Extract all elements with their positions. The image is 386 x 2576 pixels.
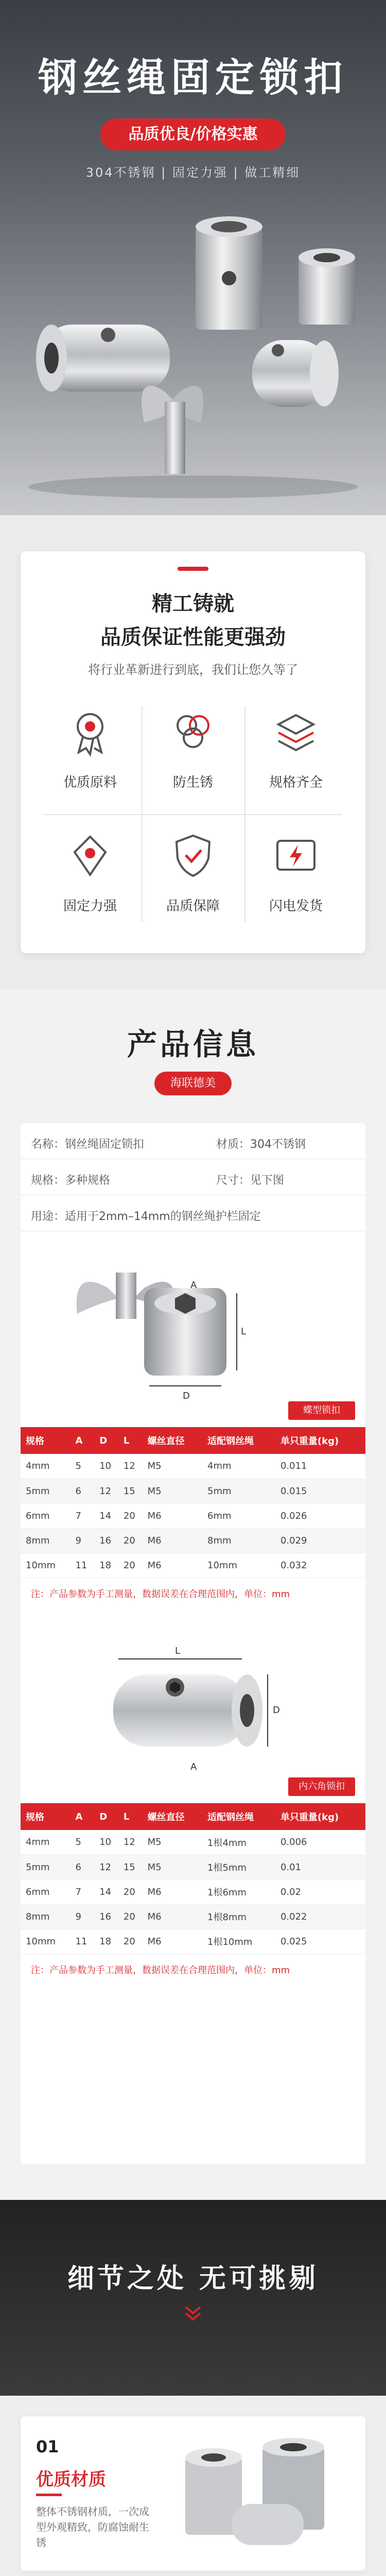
- spec-row: [21, 1123, 365, 1159]
- table-row: 8mm 9 16 20 M6 1根8mm 0.022: [21, 1904, 365, 1929]
- hex-lock-diagram: [21, 1618, 365, 1783]
- table-row: 6mm 7 14 20 M6 6mm 0.026: [21, 1503, 365, 1528]
- table-row: 10mm 11 18 20 M6 1根10mm 0.025: [21, 1929, 365, 1954]
- feature-item-fast-shipping: 闪电发货: [244, 819, 347, 933]
- table-row: 10mm 11 18 20 M6 10mm 0.032: [21, 1553, 365, 1578]
- svg-text:A: A: [190, 1280, 197, 1291]
- feature-item-full-sizes: 规格齐全: [244, 696, 347, 809]
- feature-item-rust-proof: 防生锈: [142, 696, 244, 809]
- spec-row: [21, 1195, 365, 1231]
- lightning-icon: [270, 829, 322, 881]
- feature-item-strong-fix: 固定力强: [39, 819, 142, 933]
- spec-usage: 用途：适用于2mm–14mm的钢丝绳护栏固定: [31, 1210, 261, 1223]
- feature-grid: [39, 696, 347, 933]
- hero-product-image: [10, 196, 376, 505]
- brand-pill: 海联德美: [154, 1072, 232, 1095]
- table-row: 4mm 5 10 12 M5 4mm 0.011: [21, 1454, 365, 1479]
- spec-row: [21, 1159, 365, 1195]
- detail-card-material: 01 优质材质 整体不锈钢材质，一次成型外观精致，防腐蚀耐生锈: [21, 2416, 365, 2571]
- spec-name: 名称：钢丝绳固定锁扣: [31, 1138, 145, 1151]
- wing-lock-spec-table: 规格 A D L 螺丝直径 适配钢丝绳 单只重量(kg) 4mm 5 10 12 M5 4mm 0.011 5mm 6 12 15 M5 5mm 0.015 6mm 7 14 20 M6 6mm 0.026 8mm 9 16 20 M6 8mm 0.029 10mm 11 18 20 M6 10mm 0.032: [21, 1427, 365, 1578]
- quality-headline: 品质保证性能更强劲: [100, 625, 286, 649]
- hero-title: 钢丝绳固定锁扣: [38, 55, 348, 100]
- wing-lock-tag: 蝶型锁扣: [288, 1401, 355, 1420]
- quality-subtitle: 将行业革新进行到底，我们让您久等了: [88, 663, 298, 677]
- svg-text:D: D: [273, 1705, 280, 1716]
- quality-card: [21, 551, 365, 953]
- spec-dimension: 尺寸：见下图: [216, 1174, 285, 1187]
- svg-text:L: L: [241, 1326, 247, 1337]
- table-row: 4mm 5 10 12 M5 1根4mm 0.006: [21, 1830, 365, 1855]
- table-row: 8mm 9 16 20 M6 8mm 0.029: [21, 1528, 365, 1553]
- spec-material: 材质：304不锈钢: [216, 1138, 306, 1151]
- details-section: [0, 2200, 386, 2576]
- quality-section: [0, 515, 386, 989]
- info-card: [21, 1123, 365, 2164]
- detail-image: [154, 2427, 360, 2561]
- table-row: 6mm 7 14 20 M6 1根6mm 0.02: [21, 1879, 365, 1904]
- layers-icon: [270, 706, 322, 757]
- rust-proof-icon: [167, 706, 219, 757]
- table-note: 注：产品参数为手工测量，数据误差在合理范围内，单位：mm: [31, 1589, 290, 1600]
- table-note: 注：产品参数为手工测量，数据误差在合理范围内，单位：mm: [31, 1965, 290, 1976]
- info-title: 产品信息: [127, 1027, 259, 1062]
- fix-icon: [64, 829, 116, 881]
- svg-text:L: L: [175, 1646, 181, 1656]
- award-icon: [64, 706, 116, 757]
- feature-item-quality-guarantee: 品质保障: [142, 819, 244, 933]
- svg-text:A: A: [190, 1761, 197, 1772]
- shield-icon: [167, 829, 219, 881]
- feature-item-quality-material: 优质原料: [39, 696, 142, 809]
- hex-lock-tag: 内六角锁扣: [288, 1777, 355, 1796]
- details-title: 细节之处 无可挑剔: [67, 2263, 319, 2294]
- hero-subtitle: 304不锈钢 | 固定力强 | 做工精细: [85, 165, 301, 180]
- wing-lock-diagram: [21, 1242, 365, 1406]
- hex-lock-spec-table: 规格 A D L 螺丝直径 适配钢丝绳 单只重量(kg) 4mm 5 10 12 M5 1根4mm 0.006 5mm 6 12 15 M5 1根5mm 0.01 6mm 7 14 20 M6 1根6mm 0.02 8mm 9 16 20 M6 1根8mm 0.022 10mm 11 18 20 M6 1根10mm 0.025: [21, 1803, 365, 1954]
- accent-bar: [178, 567, 208, 571]
- svg-text:D: D: [183, 1391, 190, 1401]
- table-row: 5mm 6 12 15 M5 1根5mm 0.01: [21, 1855, 365, 1879]
- quality-title: 精工铸就: [152, 592, 234, 616]
- spec-size: 规格：多种规格: [31, 1174, 111, 1187]
- table-row: 5mm 6 12 15 M5 5mm 0.015: [21, 1479, 365, 1503]
- details-header: [0, 2200, 386, 2396]
- chevron-down-icon: [183, 2303, 203, 2324]
- product-info-section: [0, 989, 386, 2200]
- hero-banner: [0, 0, 386, 515]
- hero-promo-pill: 品质优良/价格实惠: [100, 118, 286, 150]
